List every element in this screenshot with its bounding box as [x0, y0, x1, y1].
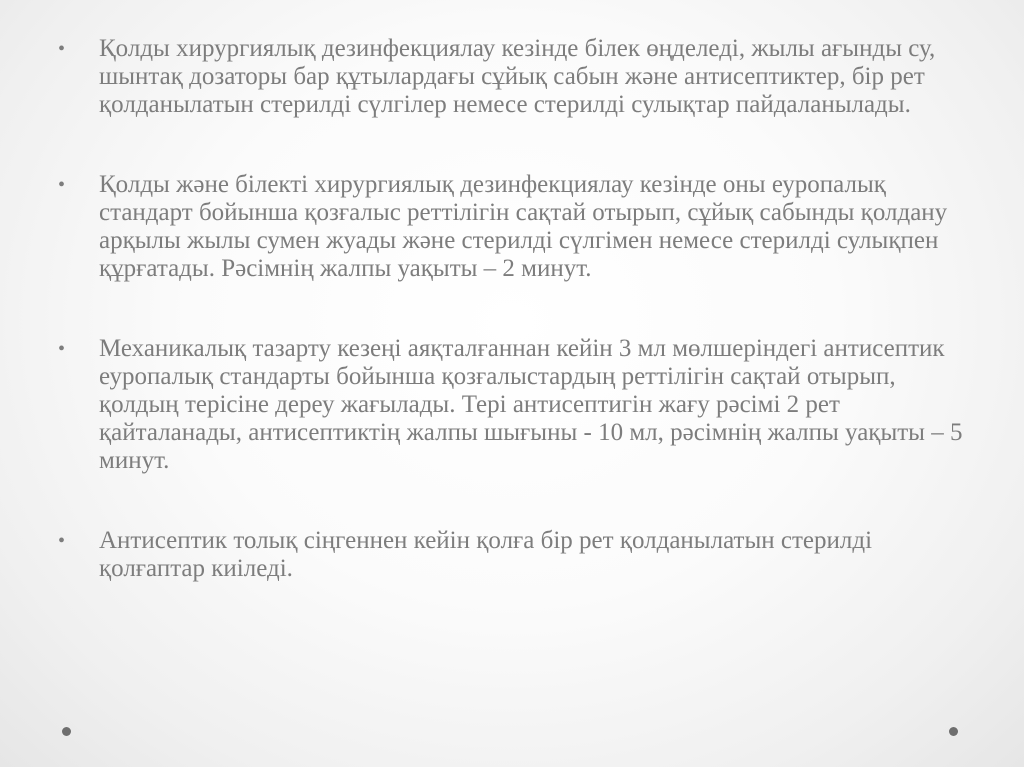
bullet-text-hand-washing-procedure: Қолды және білекті хирургиялық дезинфекциялау кезінде оны еуропалық стандарт бойынша қозғалыс реттілігін сақтай отырып, сұйық сабынды қолдану арқылы жылы сумен жуады және стерилді сүлгімен немесе стерилді сулықпен құрғатады. Рәсімнің жалпы уақыты – 2 минут.: [99, 171, 948, 282]
bullet-text-sterile-gloves: Антисептик толық сіңгеннен кейін қолға бір рет қолданылатын стерилді қолғаптар киіледі.: [99, 527, 873, 582]
bullet-list: [58, 35, 968, 635]
bullet-item-4: [58, 527, 968, 583]
corner-dot-right-icon: [949, 727, 958, 736]
bullet-marker: •: [58, 174, 66, 196]
bullet-marker: •: [58, 338, 66, 360]
bullet-marker: •: [58, 530, 66, 552]
bullet-item-1: [58, 35, 968, 119]
bullet-item-3: [58, 335, 968, 475]
corner-dot-left-icon: [62, 727, 71, 736]
bullet-marker: •: [58, 38, 66, 60]
bullet-item-2: [58, 171, 968, 283]
bullet-text-antiseptic-application: Механикалық тазарту кезеңі аяқталғаннан кейін 3 мл мөлшеріндегі антисептик еуропалық стандарты бойынша қозғалыстардың реттілігін сақтай отырып, қолдың терісіне дереу жағылады. Тері антисептигін жағу рәсімі 2 рет қайталанады, антисептиктің жалпы шығыны - 10 мл, рәсімнің жалпы уақыты – 5 минут.: [99, 335, 963, 474]
bullet-text-surgical-disinfection-materials: Қолды хирургиялық дезинфекциялау кезінде білек өңделеді, жылы ағынды су, шынтақ дозаторы бар құтылардағы сұйық сабын және антисептиктер, бір рет қолданылатын стерилді сүлгілер немесе стерилді сулықтар пайдаланылады.: [99, 35, 936, 118]
